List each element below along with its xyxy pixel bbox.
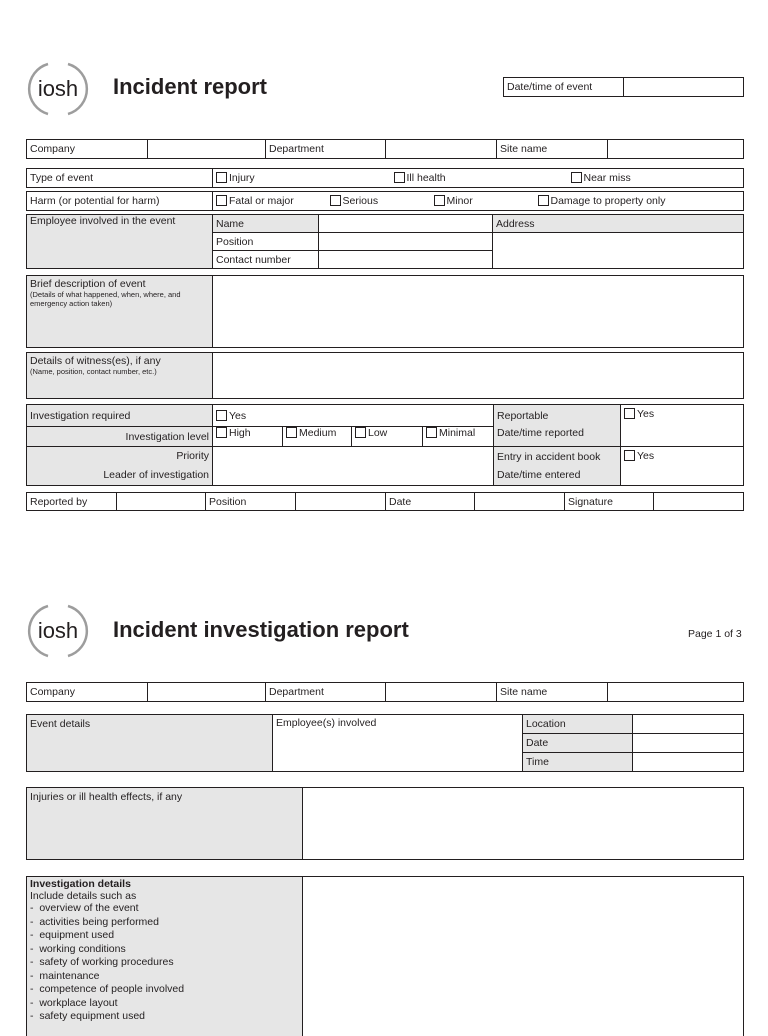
fatal-option[interactable] <box>213 192 327 211</box>
minor-label: Minor <box>447 195 473 207</box>
near-miss-label: Near miss <box>584 172 631 184</box>
inv-date-label: Date <box>523 734 633 753</box>
employees-involved-label: Employee(s) involved <box>273 715 523 772</box>
harm-label: Harm (or potential for harm) <box>27 192 213 211</box>
injury-checkbox[interactable] <box>216 172 227 183</box>
signature-label: Signature <box>565 493 654 511</box>
list-item: - competence of people involved <box>30 983 299 997</box>
low-label: Low <box>368 427 387 439</box>
investigation-title: Incident investigation report <box>113 617 409 643</box>
investigation-required-label: Investigation required <box>27 405 213 427</box>
fatal-label: Fatal or major <box>229 195 294 207</box>
inv-date-input[interactable] <box>633 734 744 753</box>
witness-note: (Name, position, contact number, etc.) <box>30 367 209 376</box>
position-footer-input[interactable] <box>296 493 386 511</box>
brief-description-note: (Details of what happened, when, where, and emergency action taken) <box>30 290 209 308</box>
investigation-yes-checkbox[interactable] <box>216 410 227 421</box>
accident-book-yes-checkbox[interactable] <box>624 450 635 461</box>
medium-checkbox[interactable] <box>286 427 297 438</box>
list-item: - activities being performed <box>30 916 299 930</box>
accident-book-cell <box>494 447 621 486</box>
list-item: - safety of working procedures <box>30 956 299 970</box>
date-time-of-event-label: Date/time of event <box>504 78 624 97</box>
ill-health-label: Ill health <box>407 172 446 184</box>
position-label: Position <box>213 233 319 251</box>
priority-leader-cell <box>27 447 213 486</box>
investigation-details-block <box>26 876 744 1036</box>
date-time-of-event-input[interactable] <box>624 78 744 97</box>
high-label: High <box>229 427 251 439</box>
minimal-checkbox[interactable] <box>426 427 437 438</box>
name-label: Name <box>213 215 319 233</box>
damage-option[interactable] <box>535 192 744 211</box>
investigation-details-title: Investigation details <box>30 878 299 890</box>
type-of-event-label: Type of event <box>27 169 213 188</box>
inv-company-row <box>26 682 744 702</box>
serious-option[interactable] <box>327 192 431 211</box>
injury-option[interactable] <box>213 169 391 188</box>
investigation-details-intro: Include details such as <box>30 890 299 902</box>
position-input[interactable] <box>319 233 493 251</box>
near-miss-checkbox[interactable] <box>571 172 582 183</box>
brief-description-label: Brief description of event <box>30 278 146 290</box>
ill-health-option[interactable] <box>391 169 568 188</box>
accident-book-yes-label: Yes <box>637 450 654 462</box>
list-item: - workplace layout <box>30 997 299 1011</box>
witness-label: Details of witness(es), if any <box>30 355 161 367</box>
inv-time-input[interactable] <box>633 753 744 772</box>
position-footer-label: Position <box>206 493 296 511</box>
level-blank-1[interactable] <box>213 447 283 486</box>
department-input[interactable] <box>386 140 497 159</box>
reportable-yes-label: Yes <box>637 408 654 420</box>
inv-site-name-input[interactable] <box>608 683 744 702</box>
list-item: - equipment used <box>30 929 299 943</box>
witness-cell <box>27 353 213 399</box>
priority-label: Priority <box>30 447 209 466</box>
medium-label: Medium <box>299 427 336 439</box>
reportable-cell <box>494 405 621 447</box>
list-item: - working conditions <box>30 943 299 957</box>
iosh-logo-2 <box>22 600 94 662</box>
witness-block <box>26 352 744 399</box>
inv-company-label: Company <box>27 683 148 702</box>
list-item: - maintenance <box>30 970 299 984</box>
investigation-level-label: Investigation level <box>27 427 213 447</box>
high-option[interactable] <box>213 427 283 447</box>
event-details-label: Event details <box>27 715 273 772</box>
date-time-of-event-field <box>503 77 744 97</box>
brief-description-cell <box>27 276 213 348</box>
minor-option[interactable] <box>431 192 535 211</box>
list-item: - overview of the event <box>30 902 299 916</box>
employee-involved-label: Employee involved in the event <box>27 215 213 269</box>
investigation-details-list <box>30 902 299 1024</box>
contact-number-label: Contact number <box>213 251 319 269</box>
location-input[interactable] <box>633 715 744 734</box>
page-indicator: Page 1 of 3 <box>688 628 742 640</box>
reportable-option[interactable] <box>621 405 744 447</box>
fatal-checkbox[interactable] <box>216 195 227 206</box>
reportable-label: Reportable <box>497 408 617 425</box>
ill-health-checkbox[interactable] <box>394 172 405 183</box>
investigation-yes-label: Yes <box>229 410 246 422</box>
inv-site-name-label: Site name <box>497 683 608 702</box>
inv-department-input[interactable] <box>386 683 497 702</box>
company-label: Company <box>27 140 148 159</box>
damage-label: Damage to property only <box>551 195 666 207</box>
brief-description-input[interactable] <box>213 276 744 348</box>
date-label: Date <box>386 493 475 511</box>
logo-text: iosh <box>38 76 78 101</box>
high-checkbox[interactable] <box>216 427 227 438</box>
entry-accident-book-label: Entry in accident book <box>497 448 617 466</box>
investigation-yes-option[interactable] <box>213 405 494 427</box>
site-name-input[interactable] <box>608 140 744 159</box>
investigation-details-input[interactable] <box>303 877 744 1036</box>
leader-label: Leader of investigation <box>30 466 209 485</box>
address-label: Address <box>493 215 744 233</box>
injury-label: Injury <box>229 172 255 184</box>
level-blank-2[interactable] <box>283 447 352 486</box>
date-time-entered-label: Date/time entered <box>497 466 617 484</box>
inv-time-label: Time <box>523 753 633 772</box>
harm-row <box>26 191 744 211</box>
reported-by-input[interactable] <box>117 493 206 511</box>
near-miss-option[interactable] <box>568 169 744 188</box>
event-details-block <box>26 714 744 772</box>
location-label: Location <box>523 715 633 734</box>
minor-checkbox[interactable] <box>434 195 445 206</box>
injuries-input[interactable] <box>303 788 744 860</box>
department-label: Department <box>266 140 386 159</box>
level-blank-4[interactable] <box>423 447 494 486</box>
reported-by-row <box>26 492 744 511</box>
level-blank-3[interactable] <box>352 447 423 486</box>
accident-book-option[interactable] <box>621 447 744 486</box>
low-checkbox[interactable] <box>355 427 366 438</box>
type-of-event-row <box>26 168 744 188</box>
investigation-block <box>26 404 744 486</box>
minimal-option[interactable] <box>423 427 494 447</box>
contact-number-input[interactable] <box>319 251 493 269</box>
injuries-block <box>26 787 744 860</box>
company-row <box>26 139 744 159</box>
iosh-logo <box>22 58 94 120</box>
damage-checkbox[interactable] <box>538 195 549 206</box>
site-name-label: Site name <box>497 140 608 159</box>
inv-company-input[interactable] <box>148 683 266 702</box>
witness-input[interactable] <box>213 353 744 399</box>
reportable-yes-checkbox[interactable] <box>624 408 635 419</box>
brief-description-block <box>26 275 744 348</box>
logo-text-2: iosh <box>38 618 78 643</box>
company-input[interactable] <box>148 140 266 159</box>
date-time-reported-label: Date/time reported <box>497 425 617 442</box>
name-input[interactable] <box>319 215 493 233</box>
medium-option[interactable] <box>283 427 352 447</box>
inv-department-label: Department <box>266 683 386 702</box>
signature-input[interactable] <box>654 493 744 511</box>
date-input[interactable] <box>475 493 565 511</box>
list-item: - safety equipment used <box>30 1010 299 1024</box>
investigation-details-cell <box>27 877 303 1036</box>
reported-by-label: Reported by <box>27 493 117 511</box>
page-title: Incident report <box>113 74 267 100</box>
low-option[interactable] <box>352 427 423 447</box>
address-input[interactable] <box>493 233 744 269</box>
employee-involved-block <box>26 214 744 269</box>
serious-checkbox[interactable] <box>330 195 341 206</box>
serious-label: Serious <box>343 195 379 207</box>
injuries-label: Injuries or ill health effects, if any <box>27 788 303 860</box>
minimal-label: Minimal <box>439 427 475 439</box>
